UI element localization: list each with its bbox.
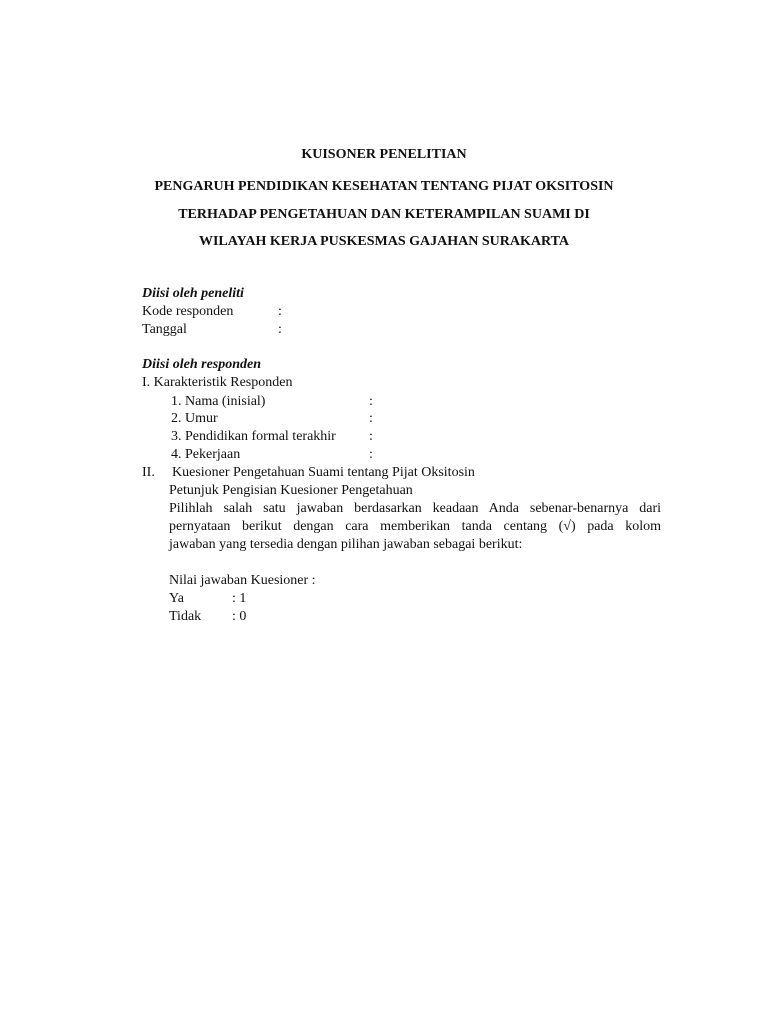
instruction-line-1: Pilihlah salah satu jawaban berdasarkan keadaan Anda sebenar-benarnya dari <box>169 501 661 516</box>
peneliti-heading: Diisi oleh peneliti <box>142 286 244 301</box>
item-umur-colon: : <box>369 411 373 426</box>
section-2-title: Kuesioner Pengetahuan Suami tentang Pijat Oksitosin <box>172 465 475 480</box>
answer-ya-label: Ya <box>169 591 184 606</box>
item-pekerjaan-colon: : <box>369 447 373 462</box>
item-pekerjaan-label: 4. Pekerjaan <box>171 447 241 462</box>
subtitle-line-1: PENGARUH PENDIDIKAN KESEHATAN TENTANG PIJAT OKSITOSIN <box>154 179 614 194</box>
kode-responden-colon: : <box>278 304 282 319</box>
document-title: KUISONER PENELITIAN <box>301 147 467 162</box>
answer-tidak-value: : 0 <box>232 609 247 624</box>
section-2-number: II. <box>142 465 155 480</box>
responden-heading: Diisi oleh responden <box>142 357 262 372</box>
item-pendidikan-label: 3. Pendidikan formal terakhir <box>171 429 336 444</box>
subtitle-line-3: WILAYAH KERJA PUSKESMAS GAJAHAN SURAKARTA <box>198 234 570 249</box>
item-nama-colon: : <box>369 394 373 409</box>
nilai-heading: Nilai jawaban Kuesioner : <box>169 573 316 588</box>
item-pendidikan-colon: : <box>369 429 373 444</box>
subtitle-line-2: TERHADAP PENGETAHUAN DAN KETERAMPILAN SUAMI DI <box>178 207 590 222</box>
tanggal-label: Tanggal <box>142 322 187 337</box>
instruction-line-2: pernyataan berikut dengan cara memberikan tanda centang (√) pada kolom <box>169 519 661 534</box>
item-nama-label: 1. Nama (inisial) <box>171 394 266 409</box>
instruction-line-3: jawaban yang tersedia dengan pilihan jawaban sebagai berikut: <box>169 537 523 552</box>
answer-ya-value: : 1 <box>232 591 247 606</box>
tanggal-colon: : <box>278 322 282 337</box>
answer-tidak-label: Tidak <box>169 609 202 624</box>
petunjuk-heading: Petunjuk Pengisian Kuesioner Pengetahuan <box>169 483 413 498</box>
section-1-title: I. Karakteristik Responden <box>142 375 293 390</box>
item-umur-label: 2. Umur <box>171 411 218 426</box>
kode-responden-label: Kode responden <box>142 304 234 319</box>
